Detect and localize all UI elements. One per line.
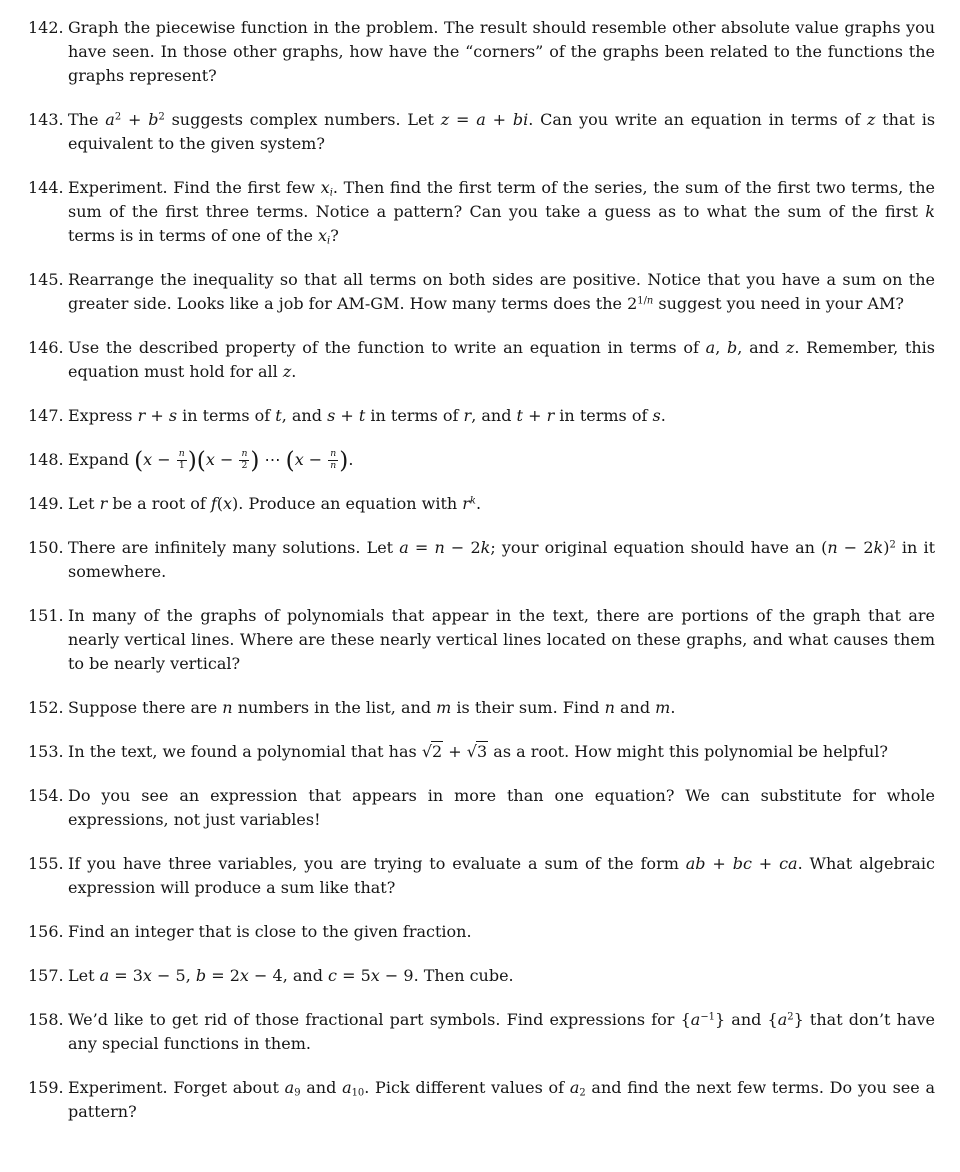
text-segment-p: be a root of (107, 494, 211, 513)
text-segment-p: Use the described property of the function to write an equation in terms of (68, 338, 706, 357)
text-segment-i: r (462, 494, 470, 513)
text-segment-p: , and (471, 406, 517, 425)
text-segment-big: ) (339, 447, 349, 475)
text-segment-p: in terms of (177, 406, 276, 425)
text-segment-i: x (143, 450, 153, 469)
text-segment-p: Rearrange the inequality so that all terms on both sides are positive. Notice that you have a sum on the greater side. Looks like a job for AM-GM. How many terms does the 2 (68, 270, 935, 313)
hint-item (28, 604, 935, 676)
text-segment-p: and (614, 698, 656, 717)
text-segment-i: t (275, 406, 282, 425)
text-segment-i: x (318, 226, 328, 245)
hint-text (68, 1076, 935, 1124)
text-segment-p: + (121, 110, 149, 129)
hint-number: 143. (28, 110, 64, 129)
text-segment-p: ⋯ (259, 450, 286, 469)
text-segment-p: in terms of (554, 406, 653, 425)
text-segment-p: , and (737, 338, 786, 357)
text-segment-big: ) (187, 447, 197, 475)
text-segment-big: ( (196, 447, 206, 475)
hint-text (68, 176, 935, 248)
text-segment-p: . (660, 406, 666, 425)
hint-number: 145. (28, 270, 64, 289)
text-segment-p: There are infinitely many solutions. Let (68, 538, 400, 557)
text-segment-p: The (68, 110, 106, 129)
hint-item (28, 492, 935, 516)
text-segment-i: k (873, 538, 884, 557)
text-segment-i: a (690, 1010, 701, 1029)
text-segment-p: − 2 (837, 538, 874, 557)
hint-item (28, 176, 935, 248)
text-segment-i: b (148, 110, 159, 129)
text-segment-p: In many of the graphs of polynomials that appear in the text, there are portions of the graph that are nearly vertical lines. Where are these nearly vertical lines located on these graphs, and what causes them to be nearly vertical? (68, 606, 935, 673)
text-segment-i: r (546, 406, 555, 425)
text-segment-p: and (300, 1078, 343, 1097)
text-segment-sqrt: √3 (466, 742, 488, 761)
text-segment-p: numbers in the list, and (232, 698, 437, 717)
hint-text (68, 964, 935, 988)
text-segment-p: is their sum. Find (451, 698, 605, 717)
text-segment-p: . Pick different values of (364, 1078, 570, 1097)
text-segment-sup: 2 (158, 111, 165, 123)
text-segment-i: s (168, 406, 178, 425)
text-segment-i: a (399, 538, 409, 557)
text-segment-p: Find an integer that is close to the given fraction. (68, 922, 472, 941)
text-segment-sqrt: √2 (421, 742, 443, 761)
text-segment-i: x (320, 178, 330, 197)
text-segment-i: z (282, 362, 292, 381)
hint-text (68, 784, 935, 832)
text-segment-i: ab (685, 854, 706, 873)
text-segment-p: = (449, 110, 477, 129)
text-segment-p: Experiment. Forget about (68, 1078, 285, 1097)
text-segment-i: x (142, 966, 152, 985)
hint-item (28, 108, 935, 156)
text-segment-p: Express (68, 406, 138, 425)
text-segment-big: ( (285, 447, 295, 475)
hint-item (28, 920, 935, 944)
hint-text (68, 268, 935, 316)
hint-item (28, 696, 935, 720)
text-segment-p: Suppose there are (68, 698, 223, 717)
text-segment-i: bi (512, 110, 529, 129)
text-segment-p: + (485, 110, 513, 129)
hint-number: 159. (28, 1078, 64, 1097)
text-segment-p: − (303, 450, 328, 469)
text-segment-p: and find the next few terms. Do you see a pattern? (68, 1078, 936, 1121)
text-segment-i: n (434, 538, 445, 557)
text-segment-i: n (604, 698, 615, 717)
text-segment-i: x (223, 494, 233, 513)
hint-number: 142. (28, 18, 64, 37)
text-segment-p: − (152, 450, 176, 469)
text-segment-sub: 2 (579, 1087, 586, 1099)
text-segment-p: + (751, 854, 780, 873)
text-segment-i: c (328, 966, 338, 985)
text-segment-frac: $\frac{n}{1}$ (178, 448, 185, 471)
text-segment-i: f (210, 494, 217, 513)
text-segment-i: ca (779, 854, 798, 873)
text-segment-supi: k (469, 495, 476, 507)
text-segment-subi: i (329, 187, 333, 199)
text-segment-p: = 5 (337, 966, 371, 985)
text-segment-sub: 10 (351, 1087, 365, 1099)
text-segment-i: b (727, 338, 738, 357)
hint-item (28, 852, 935, 900)
hint-item (28, 740, 935, 764)
hint-item (28, 1076, 935, 1124)
text-segment-p: + (443, 742, 467, 761)
text-segment-p: . (348, 450, 354, 469)
text-segment-supi: n (646, 295, 654, 307)
hint-item (28, 964, 935, 988)
hint-number: 144. (28, 178, 64, 197)
hint-text (68, 404, 935, 428)
text-segment-subi: i (327, 235, 331, 247)
text-segment-p: . (291, 362, 297, 381)
hint-item (28, 1008, 935, 1056)
text-segment-i: bc (732, 854, 752, 873)
hints-list (28, 16, 935, 1124)
hint-item (28, 447, 935, 475)
text-segment-i: n (222, 698, 233, 717)
text-segment-i: z (866, 110, 876, 129)
text-segment-sup: 1/ (637, 295, 647, 307)
hint-number: 153. (28, 742, 64, 761)
text-segment-p: ) (883, 538, 890, 557)
text-segment-i: x (370, 966, 380, 985)
text-segment-p: ? (330, 226, 339, 245)
hint-number: 155. (28, 854, 64, 873)
text-segment-p: − (214, 450, 239, 469)
text-segment-big: ( (134, 447, 144, 475)
text-segment-p: in terms of (365, 406, 464, 425)
text-segment-i: a (777, 1010, 788, 1029)
text-segment-i: r (137, 406, 146, 425)
text-segment-p: ). Produce an equation with (232, 494, 463, 513)
text-segment-i: a (284, 1078, 295, 1097)
text-segment-i: r (99, 494, 108, 513)
text-segment-p: . (670, 698, 676, 717)
text-segment-i: a (705, 338, 716, 357)
text-segment-p: suggest you need in your AM? (653, 294, 904, 313)
text-segment-i: x (294, 450, 304, 469)
hint-text (68, 16, 935, 88)
text-segment-i: r (463, 406, 472, 425)
text-segment-p: + (522, 406, 547, 425)
text-segment-p: + (145, 406, 169, 425)
hint-number: 148. (28, 450, 64, 469)
text-segment-p: We’d like to get rid of those fractional part symbols. Find expressions for { (68, 1010, 691, 1029)
text-segment-p: Do you see an expression that appears in more than one equation? We can substitute for whole expressions, not just variables! (68, 786, 935, 829)
text-segment-p: . Can you write an equation in terms of (528, 110, 867, 129)
text-segment-p: terms is in terms of one of the (68, 226, 319, 245)
text-segment-p: − 4, and (248, 966, 329, 985)
hint-item (28, 16, 935, 88)
text-segment-i: a (342, 1078, 352, 1097)
hint-text (68, 604, 935, 676)
text-segment-p: ; your original equation should have an ( (490, 538, 828, 557)
hint-item (28, 268, 935, 316)
text-segment-i: s (327, 406, 336, 425)
text-segment-i: z (785, 338, 795, 357)
hint-number: 157. (28, 966, 64, 985)
text-segment-p: Let (68, 966, 100, 985)
text-segment-p: Expand (68, 450, 135, 469)
text-segment-p: that is equivalent to the given system? (68, 110, 936, 153)
hint-number: 150. (28, 538, 64, 557)
text-segment-p: − 2 (444, 538, 481, 557)
text-segment-i: t (358, 406, 366, 425)
text-segment-p: . Then find the first term of the series, the sum of the first two terms, the sum of the first three terms. Notice a pattern? Can you take a guess as to what the sum of the first (68, 178, 935, 221)
text-segment-i: a (569, 1078, 580, 1097)
text-segment-i: m (655, 698, 671, 717)
text-segment-i: t (516, 406, 523, 425)
text-segment-i: a (99, 966, 110, 985)
text-segment-sub: 9 (294, 1087, 301, 1099)
text-segment-p: as a root. How might this polynomial be helpful? (488, 742, 888, 761)
text-segment-p: , (715, 338, 728, 357)
hint-text (68, 852, 935, 900)
text-segment-i: k (480, 538, 491, 557)
hint-text (68, 108, 935, 156)
text-segment-p: In the text, we found a polynomial that has (68, 742, 422, 761)
text-segment-p: = 2 (206, 966, 240, 985)
text-segment-i: a (105, 110, 115, 129)
text-segment-i: m (436, 698, 452, 717)
text-segment-p: in it somewhere. (68, 538, 936, 581)
text-segment-p: If you have three variables, you are trying to evaluate a sum of the form (68, 854, 686, 873)
text-segment-p: , and (281, 406, 328, 425)
text-segment-i: x (205, 450, 215, 469)
text-segment-sup: 2 (114, 111, 122, 123)
hint-text (68, 920, 935, 944)
hint-number: 147. (28, 406, 64, 425)
text-segment-p: − 9. Then cube. (379, 966, 514, 985)
text-segment-i: k (925, 202, 935, 221)
text-segment-i: s (652, 406, 661, 425)
text-segment-p: . What algebraic expression will produce a sum like that? (68, 854, 935, 897)
text-segment-p: . Remember, this equation must hold for all (68, 338, 936, 381)
hint-text (68, 447, 935, 475)
text-segment-p: Experiment. Find the first few (68, 178, 321, 197)
text-segment-p: = 3 (109, 966, 143, 985)
hint-item (28, 536, 935, 584)
text-segment-sup: 2 (889, 539, 896, 551)
hint-text (68, 1008, 935, 1056)
text-segment-i: z (440, 110, 450, 129)
hint-text (68, 536, 935, 584)
text-segment-sup: −1 (700, 1011, 715, 1023)
hint-number: 146. (28, 338, 64, 357)
hint-number: 149. (28, 494, 64, 513)
hint-text (68, 740, 935, 764)
text-segment-i: x (239, 966, 249, 985)
text-segment-p: Let (68, 494, 100, 513)
hint-text (68, 492, 935, 516)
hint-item (28, 336, 935, 384)
text-segment-big: ) (250, 447, 260, 475)
text-segment-i: a (476, 110, 486, 129)
text-segment-i: n (827, 538, 838, 557)
text-segment-p: . (475, 494, 482, 513)
hint-number: 154. (28, 786, 64, 805)
text-segment-p: − 5, (151, 966, 196, 985)
text-segment-p: + (335, 406, 359, 425)
hint-item (28, 784, 935, 832)
hint-number: 156. (28, 922, 64, 941)
hint-item (28, 404, 935, 428)
text-segment-p: Graph the piecewise function in the problem. The result should resemble other absolute value graphs you have seen. In those other graphs, how have the “corners” of the graphs been related to the functions the graphs represent? (68, 18, 935, 85)
hint-number: 152. (28, 698, 64, 717)
text-segment-i: b (195, 966, 207, 985)
text-segment-p: } that don’t have any special functions in them. (68, 1010, 936, 1053)
hint-number: 151. (28, 606, 64, 625)
text-segment-p: suggests complex numbers. Let (164, 110, 441, 129)
text-segment-p: ( (216, 494, 224, 513)
text-segment-p: + (705, 854, 733, 873)
hint-number: 158. (28, 1010, 64, 1029)
hint-text (68, 336, 935, 384)
hint-text (68, 696, 935, 720)
text-segment-p: = (408, 538, 435, 557)
text-segment-frac: $\frac{n}{2}$ (241, 448, 248, 471)
text-segment-sup: 2 (787, 1011, 794, 1023)
text-segment-frac: $\frac{n}{n}$ (330, 448, 337, 471)
text-segment-p: } and { (714, 1010, 778, 1029)
